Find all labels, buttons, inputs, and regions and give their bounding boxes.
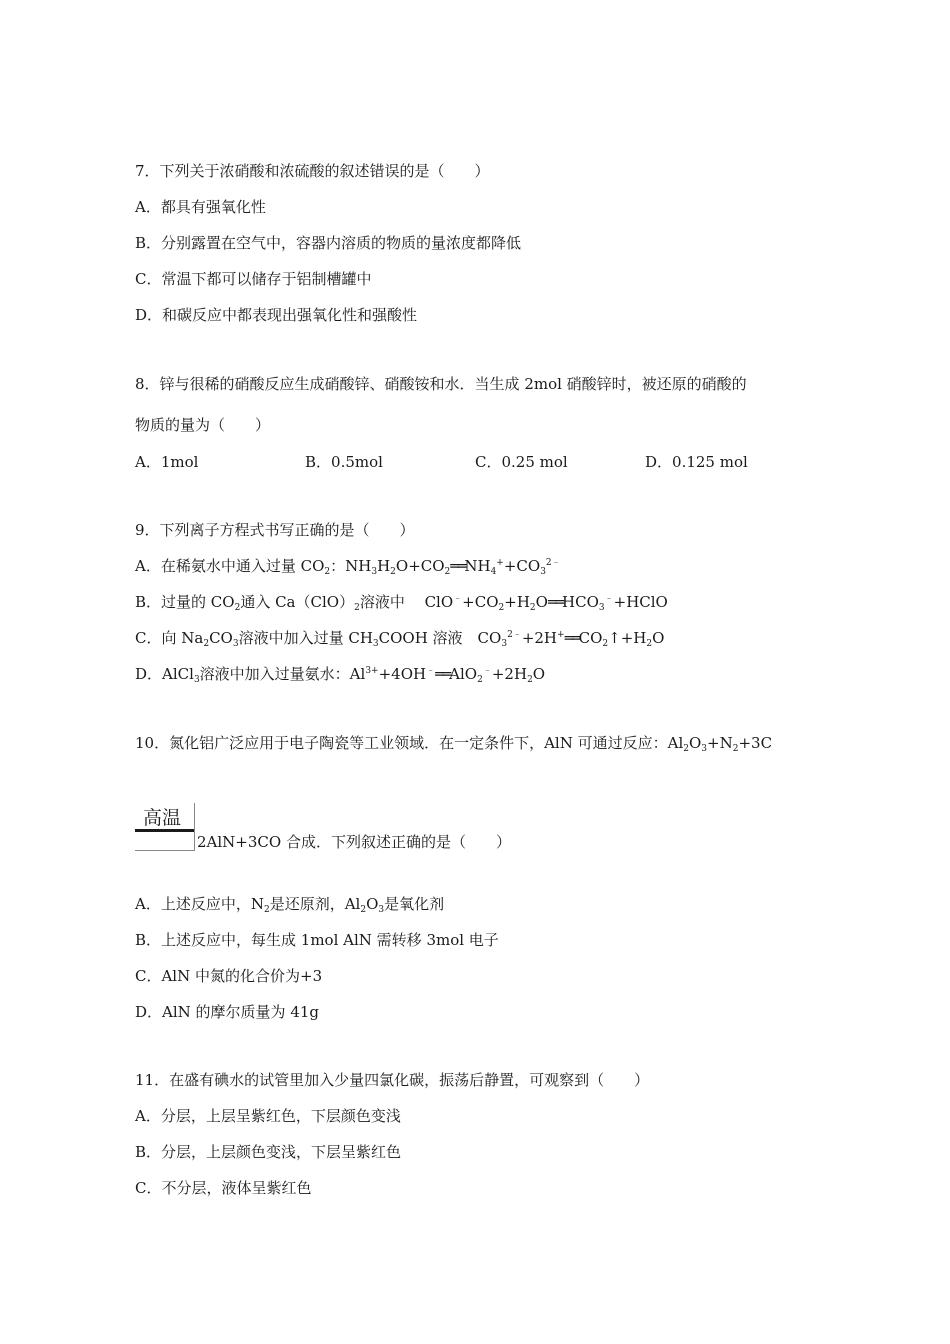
q11-stem: 11．在盛有碘水的试管里加入少量四氯化碳，振荡后静置，可观察到（ ） (135, 1071, 650, 1089)
q8-option-c: C．0.25 mol (475, 453, 568, 471)
q7-option-a: A．都具有强氧化性 (135, 198, 266, 216)
q7-option-c: C．常温下都可以储存于铝制槽罐中 (135, 270, 372, 288)
q9-option-c-text: C．向 Na (135, 629, 204, 647)
q8-option-d: D．0.125 mol (645, 453, 748, 471)
q10-stem-text: 10．氮化铝广泛应用于电子陶瓷等工业领域．在一定条件下，AlN 可通过反应：Al (135, 734, 684, 752)
q9-option-d: D．AlCl$_3$溶液中加入过量氨水：$Al^{3+}+4OH^﹣══AlO_2^﹣+2H_2O$ (135, 665, 546, 685)
q9-option-b-text: B．过量的 CO (135, 593, 235, 611)
q7-stem: 7．下列关于浓硝酸和浓硫酸的叙述错误的是（ ） (135, 162, 490, 180)
q9-option-a-text: A．在稀氨水中通入过量 CO (135, 557, 325, 575)
q8-option-b: B．0.5mol (305, 453, 383, 471)
q11-option-a: A．分层，上层呈紫红色，下层颜色变浅 (135, 1107, 401, 1125)
q10-option-b: B．上述反应中，每生成 1mol AlN 需转移 3mol 电子 (135, 931, 499, 949)
reaction-condition: 高温 (143, 807, 182, 829)
q9-option-b: B．过量的 $CO_2$通入 $Ca(ClO)_2$溶液中 $ClO^﹣+CO_2+H_2O══HCO_3^﹣+HClO$ (135, 593, 668, 613)
q10-option-c: C．AlN 中氮的化合价为+3 (135, 967, 323, 985)
equals-bar (135, 829, 195, 832)
q8-option-a: A．1mol (135, 453, 199, 471)
q10-option-a: A．上述反应中，$N_2$是还原剂，$Al_2O_3$是氧化剂 (135, 895, 445, 915)
reaction-condition-box (135, 803, 195, 851)
q10-stem-continuation: 2AlN+3CO 合成．下列叙述正确的是（ ） (197, 833, 511, 851)
q9-option-d-text: D．AlCl (135, 665, 194, 683)
q10-option-d: D．AlN 的摩尔质量为 41g (135, 1003, 320, 1021)
q11-option-b: B．分层，上层颜色变浅，下层呈紫红色 (135, 1143, 402, 1161)
q9-stem: 9．下列离子方程式书写正确的是（ ） (135, 521, 415, 539)
q7-option-d: D．和碳反应中都表现出强氧化性和强酸性 (135, 306, 418, 324)
q9-option-a: A．在稀氨水中通入过量 $CO_2$：$NH_3H_2O+CO_2══NH_4^++CO_3^{2﹣}$ (135, 557, 561, 577)
q11-option-c: C．不分层，液体呈紫红色 (135, 1179, 312, 1197)
q10-option-a-text: A．上述反应中，N (135, 895, 264, 913)
q8-stem-line1: 8．锌与很稀的硝酸反应生成硝酸锌、硝酸铵和水．当生成 2mol 硝酸锌时，被还原的硝酸的 (135, 375, 747, 393)
q8-stem-line2: 物质的量为（ ） (135, 416, 271, 434)
q9-option-c: C．向 $Na_2CO_3$溶液中加入过量 $CH_3COOH$ 溶液 $CO_3^{2﹣}+2H^+══CO_2↑+H_2O$ (135, 629, 665, 649)
q7-option-b: B．分别露置在空气中，容器内溶质的物质的量浓度都降低 (135, 234, 522, 252)
q10-stem: 10．氮化铝广泛应用于电子陶瓷等工业领域．在一定条件下，AlN 可通过反应：$Al_2O_3+N_2+3C$ (135, 734, 773, 754)
